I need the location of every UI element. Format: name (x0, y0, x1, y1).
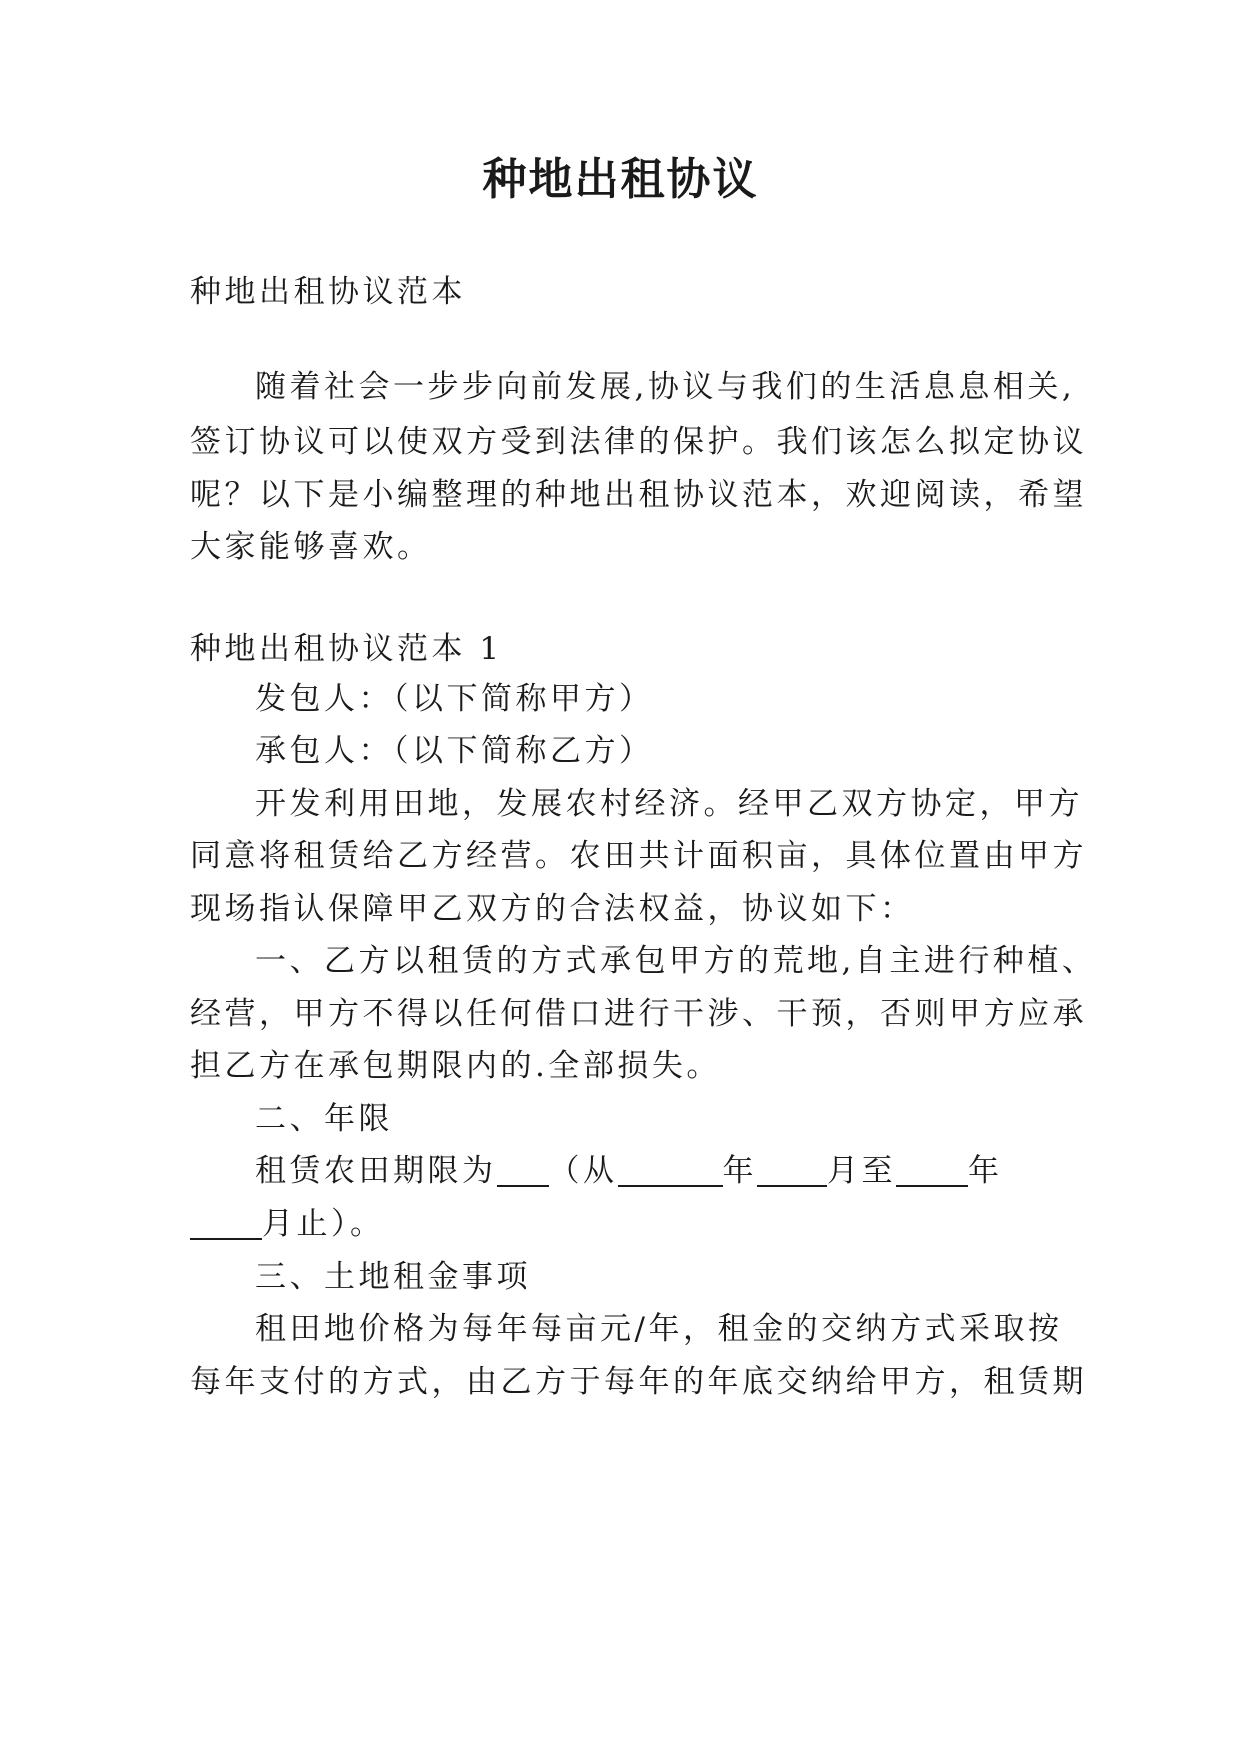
clause2-title: 二、年限 (255, 1101, 393, 1137)
clause3-title: 三、土地租金事项 (255, 1259, 531, 1295)
section-title: 种地出租协议范本 1 (190, 631, 503, 667)
preamble-line-1: 开发利用田地，发展农村经济。经甲乙双方协定，甲方 (255, 786, 1083, 822)
blank-term (497, 1155, 549, 1187)
subtitle: 种地出租协议范本 (190, 274, 466, 310)
intro-line-2: 签订协议可以使双方受到法律的保护。我们该怎么拟定协议 (190, 424, 1087, 460)
clause1-line-1: 一、乙方以租赁的方式承包甲方的荒地,自主进行种植、 (255, 943, 1097, 979)
intro-line-3: 呢？以下是小编整理的种地出租协议范本，欢迎阅读，希望 (190, 477, 1087, 513)
clause3-line-1: 租田地价格为每年每亩元/年，租金的交纳方式采取按 (255, 1311, 1063, 1347)
preamble-line-3: 现场指认保障甲乙双方的合法权益，协议如下： (190, 891, 915, 927)
intro-line-4: 大家能够喜欢。 (190, 529, 432, 565)
clause1-line-3: 担乙方在承包期限内的.全部损失。 (190, 1048, 721, 1084)
clause2-text-from: （从 (548, 1153, 618, 1189)
clause2-line-1 (255, 1142, 1070, 1200)
clause1-line-2: 经营，甲方不得以任何借口进行干涉、干预，否则甲方应承 (190, 996, 1087, 1032)
clause2-text-year-2: 年 (968, 1153, 1003, 1189)
blank-start-year (618, 1155, 723, 1187)
clause2-text-year: 年 (722, 1153, 757, 1189)
party-a-line: 发包人：（以下简称甲方） (255, 681, 654, 717)
blank-start-month (757, 1155, 827, 1187)
clause3-line-2: 每年支付的方式，由乙方于每年的年底交纳给甲方，租赁期 (190, 1364, 1087, 1400)
blank-end-year (896, 1155, 968, 1187)
clause2-line-2 (190, 1195, 1070, 1253)
intro-line-1: 随着社会一步步向前发展,协议与我们的生活息息相关, (255, 369, 1076, 405)
blank-end-month (190, 1208, 262, 1240)
preamble-line-2: 同意将租赁给乙方经营。农田共计面积亩，具体位置由甲方 (190, 838, 1087, 874)
clause2-text-period: 租赁农田期限为 (255, 1153, 497, 1189)
document-title: 种地出租协议 (482, 154, 759, 205)
party-b-line: 承包人：（以下简称乙方） (255, 733, 654, 769)
clause2-text-end: 月止）。 (262, 1206, 385, 1242)
clause2-text-to: 月至 (827, 1153, 896, 1189)
